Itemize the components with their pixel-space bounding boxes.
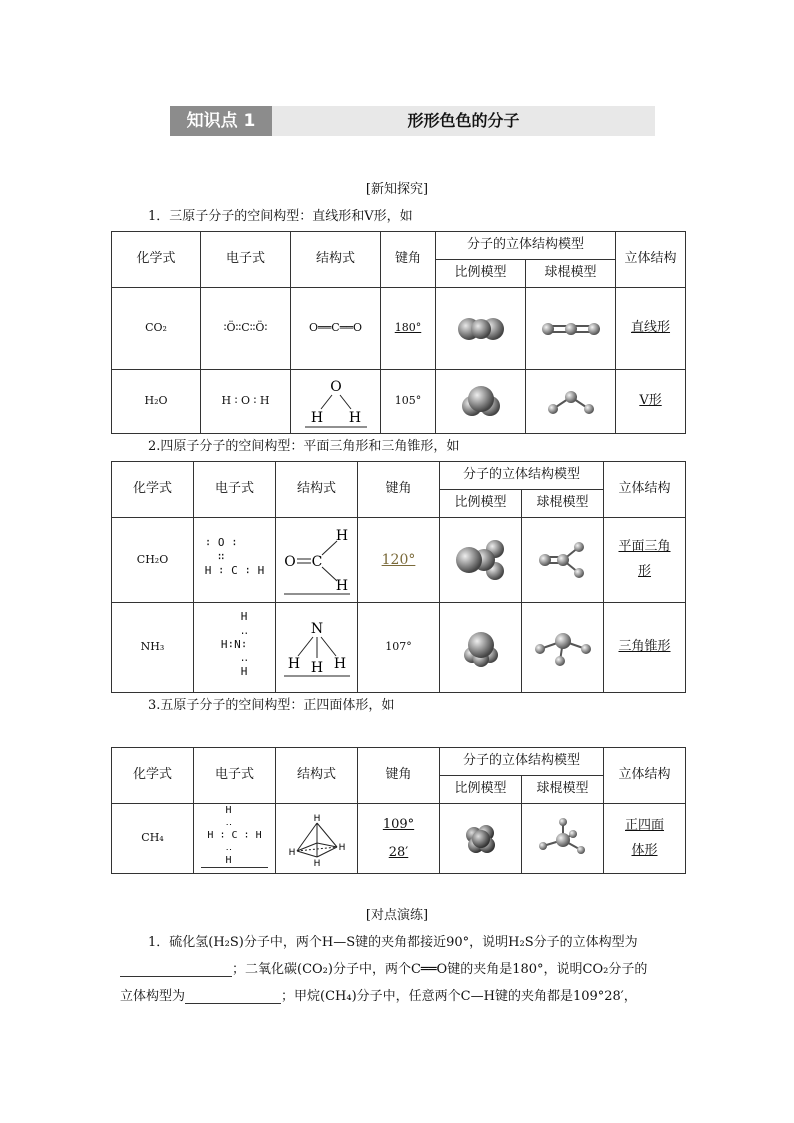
angle-ch4-degrees: 109° <box>382 817 415 833</box>
nh3-atom-h1: H <box>287 655 300 672</box>
ch4-atom-h4: H <box>313 858 320 867</box>
ch4-ball-stick-model <box>533 814 593 864</box>
ch2o-atom-h1: H <box>335 528 348 544</box>
ch4-structure-diagram <box>287 811 347 867</box>
header-space-fill: 比例模型 <box>440 490 522 518</box>
formula-ch2o: CH₂O <box>112 518 194 603</box>
question-1-part-3: 立体构型为 <box>120 989 186 1004</box>
answer-blank-co2[interactable] <box>185 989 281 1004</box>
header-model: 分子的立体结构模型 <box>440 462 604 490</box>
table-tetratomic <box>111 461 686 693</box>
nh3-ball-stick-model <box>528 625 598 671</box>
answer-blank-h2s[interactable] <box>120 962 232 977</box>
header-electron: 电子式 <box>194 462 276 518</box>
paragraph-3: 3.五原子分子的空间构型：正四面体形，如 <box>148 698 395 713</box>
ch2o-atom-o: O <box>283 554 296 570</box>
electron-h2o: H ∶ O ∶ H <box>201 370 291 434</box>
header-angle: 键角 <box>381 232 436 288</box>
formula-co2: CO₂ <box>112 288 201 370</box>
ch2o-space-fill-model <box>451 535 511 585</box>
ch2o-structure-diagram <box>280 524 354 596</box>
question-1-part-2: ；二氧化碳(CO₂)分子中，两个C══O键的夹角是180°，说明CO₂分子的 <box>232 962 648 977</box>
angle-co2: 180° <box>394 321 422 335</box>
electron-ch4: H ‥ H ∶ C ∶ H ‥ H <box>201 805 267 869</box>
header-electron: 电子式 <box>194 748 276 804</box>
table-row <box>112 603 686 693</box>
header-ball-stick: 球棍模型 <box>522 490 604 518</box>
shape-ch4: 正四面体形 <box>625 817 665 858</box>
question-1-part-4: ；甲烷(CH₄)分子中，任意两个C—H键的夹角都是109°28′， <box>281 989 637 1004</box>
nh3-structure-diagram <box>280 618 354 678</box>
ch4-space-fill-model <box>456 819 506 859</box>
structure-co2: O══C══O <box>291 288 381 370</box>
electron-ch2o: ∶ O ∶ ∷ H ∶ C ∶ H <box>204 536 265 577</box>
section-practice: [对点演练] <box>365 908 429 923</box>
shape-h2o: V形 <box>639 393 662 409</box>
header-structure: 结构式 <box>276 462 358 518</box>
header-formula: 化学式 <box>112 232 201 288</box>
header-angle: 键角 <box>358 462 440 518</box>
angle-ch2o: 120° <box>381 551 416 568</box>
space-fill-ch4 <box>440 804 522 874</box>
ch4-atom-h1: H <box>313 813 320 824</box>
space-fill-ch2o <box>440 518 522 603</box>
header-model: 分子的立体结构模型 <box>436 232 616 260</box>
shape-nh3: 三角锥形 <box>618 639 671 655</box>
knowledge-banner <box>170 106 655 136</box>
table-row <box>112 804 686 874</box>
h2o-ball-stick-model <box>541 385 601 419</box>
header-shape: 立体结构 <box>604 748 686 804</box>
paragraph-2: 2.四原子分子的空间构型：平面三角形和三角锥形，如 <box>148 439 460 454</box>
table-triatomic <box>111 231 686 434</box>
formula-nh3: NH₃ <box>112 603 194 693</box>
header-angle: 键角 <box>358 748 440 804</box>
h2o-space-fill-model <box>456 382 506 422</box>
nh3-atom-n: N <box>310 620 323 637</box>
h2o-structure-diagram <box>301 376 371 428</box>
space-fill-h2o <box>436 370 526 434</box>
angle-h2o: 105° <box>381 370 436 434</box>
header-formula: 化学式 <box>112 748 194 804</box>
formula-h2o: H₂O <box>112 370 201 434</box>
co2-space-fill-model <box>451 314 511 344</box>
header-model: 分子的立体结构模型 <box>440 748 604 776</box>
header-ball-stick: 球棍模型 <box>526 260 616 288</box>
paragraph-1: 1．三原子分子的空间构型：直线形和V形，如 <box>148 209 413 224</box>
ch2o-atom-h2: H <box>335 578 348 594</box>
question-1-line-3 <box>120 985 637 1004</box>
knowledge-point-tag: 知识点 1 <box>170 106 272 136</box>
ball-stick-nh3 <box>522 603 604 693</box>
table-row <box>112 370 686 434</box>
shape-ch2o: 平面三角形 <box>618 539 671 579</box>
header-space-fill: 比例模型 <box>436 260 526 288</box>
header-ball-stick: 球棍模型 <box>522 776 604 804</box>
ball-stick-ch4 <box>522 804 604 874</box>
table-row <box>112 518 686 603</box>
electron-co2: ∶Ö∶∶C∶∶Ö∶ <box>201 288 291 370</box>
nh3-atom-h2: H <box>310 659 323 676</box>
question-1-line-1: 1．硫化氢(H₂S)分子中，两个H—S键的夹角都接近90°，说明H₂S分子的立体构型为 <box>148 935 638 950</box>
angle-nh3: 107° <box>358 603 440 693</box>
structure-nh3 <box>276 603 358 693</box>
ball-stick-co2 <box>526 288 616 370</box>
table-row <box>112 288 686 370</box>
ball-stick-h2o <box>526 370 616 434</box>
header-structure: 结构式 <box>291 232 381 288</box>
ch2o-ball-stick-model <box>533 535 593 585</box>
formula-ch4: CH₄ <box>112 804 194 874</box>
header-structure: 结构式 <box>276 748 358 804</box>
header-space-fill: 比例模型 <box>440 776 522 804</box>
h2o-atom-o: O <box>329 378 342 395</box>
nh3-space-fill-model <box>456 625 506 671</box>
header-formula: 化学式 <box>112 462 194 518</box>
table-pentatomic <box>111 747 686 874</box>
angle-ch4-minutes: 28′ <box>388 844 409 860</box>
section-new-knowledge: [新知探究] <box>365 182 429 197</box>
electron-nh3: H ‥ H∶N∶ ‥ H <box>220 610 249 679</box>
header-shape: 立体结构 <box>616 232 686 288</box>
header-shape: 立体结构 <box>604 462 686 518</box>
h2o-atom-h2: H <box>348 409 361 426</box>
ch4-atom-h2: H <box>288 847 295 858</box>
shape-co2: 直线形 <box>631 320 671 336</box>
space-fill-nh3 <box>440 603 522 693</box>
h2o-atom-h1: H <box>310 409 323 426</box>
ch4-atom-h3: H <box>338 842 345 853</box>
question-1-line-2 <box>120 958 647 977</box>
header-electron: 电子式 <box>201 232 291 288</box>
structure-h2o <box>291 370 381 434</box>
ball-stick-ch2o <box>522 518 604 603</box>
space-fill-co2 <box>436 288 526 370</box>
nh3-atom-h3: H <box>333 655 346 672</box>
knowledge-point-title: 形形色色的分子 <box>407 111 520 130</box>
structure-ch4 <box>276 804 358 874</box>
ch2o-atom-c: C <box>311 554 322 570</box>
co2-ball-stick-model <box>536 314 606 344</box>
structure-ch2o <box>276 518 358 603</box>
